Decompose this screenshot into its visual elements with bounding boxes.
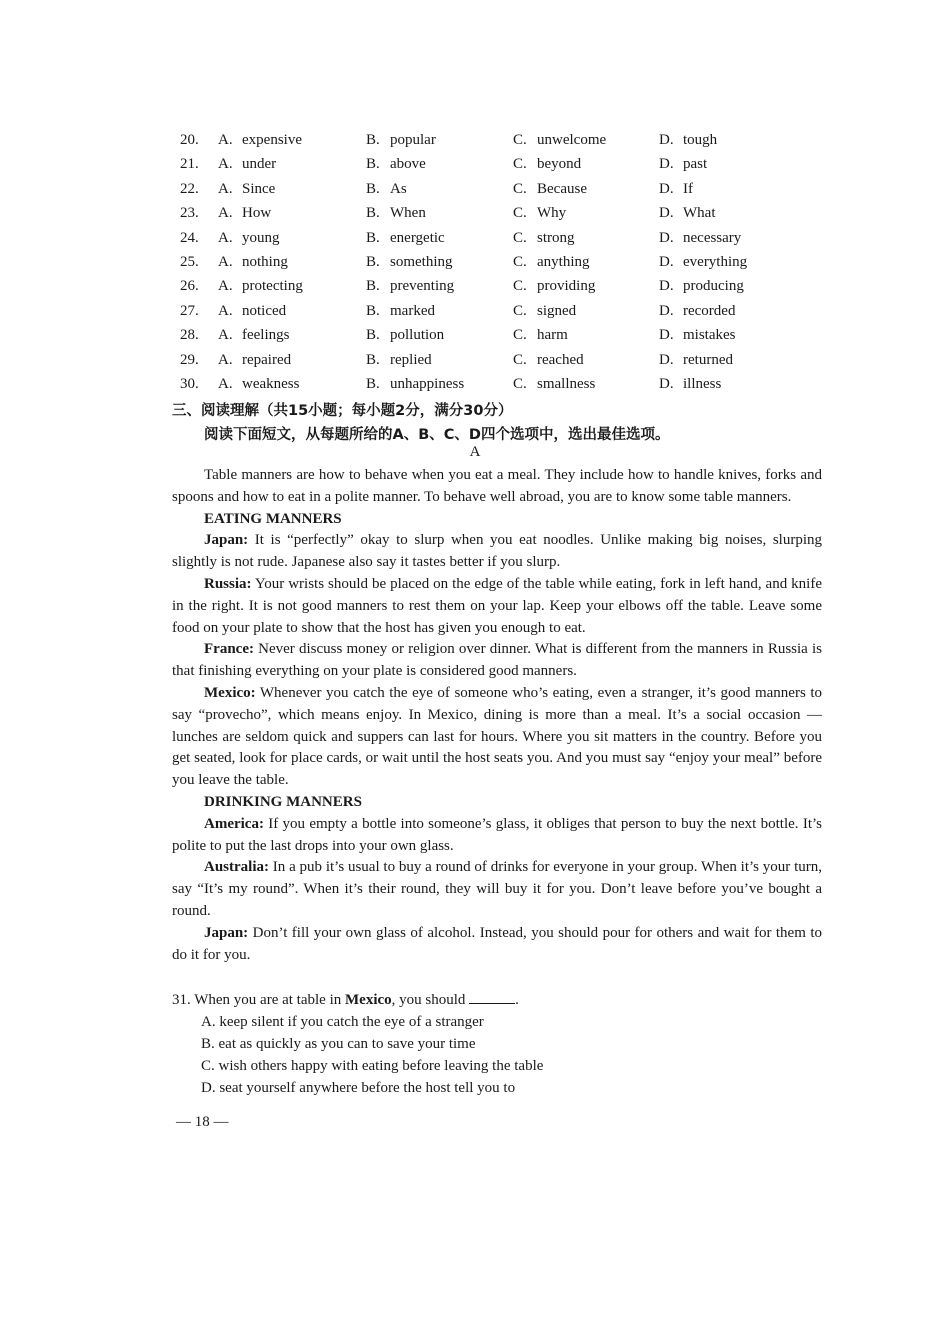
- option-row: [180, 323, 840, 347]
- question-number: 25.: [180, 253, 199, 270]
- option-row: [180, 152, 840, 176]
- option-a: A. noticed: [218, 302, 287, 319]
- paragraph-russia: Russia: Your wrists should be placed on the edge of the table while eating, fork in left hand, and knife in the right. It is not good manners to rest them on your lap. Keep your elbows off the table. Leave some food on your plate to show that the host has given you enough to eat.: [172, 575, 822, 636]
- choice-c: C. wish others happy with eating before leaving the table: [201, 1058, 544, 1074]
- option-c: C. unwelcome: [513, 132, 607, 148]
- option-c: C. signed: [513, 302, 577, 319]
- question-number: 22.: [180, 180, 199, 197]
- question-number: 21.: [180, 156, 199, 173]
- section-heading: 三、阅读理解（共15小题；每小题2分，满分30分）: [172, 403, 513, 419]
- drinking-manners-heading: DRINKING MANNERS: [204, 793, 362, 810]
- option-c: C. strong: [513, 229, 575, 246]
- option-d: D. mistakes: [659, 327, 736, 344]
- option-b: B. As: [366, 180, 407, 197]
- option-b: B. unhappiness: [366, 375, 465, 392]
- option-d: D. producing: [659, 278, 744, 295]
- question-number: 30.: [180, 375, 199, 392]
- option-row: [180, 274, 840, 298]
- option-c: C. harm: [513, 327, 568, 344]
- option-a: A. protecting: [218, 278, 303, 295]
- paragraph-france: France: Never discuss money or religion over dinner. What is different from the manners in Russia is that finishing everything on your plate is considered good manners.: [172, 641, 822, 680]
- option-b: B. replied: [366, 351, 432, 368]
- option-c: C. beyond: [513, 156, 582, 173]
- choice-d: D. seat yourself anywhere before the host tell you to: [201, 1080, 516, 1096]
- paragraph-japan-eating: Japan: It is “perfectly” okay to slurp when you eat noodles. Unlike making big noises, slurping slightly is not rude. Japanese also say it tastes better if you slurp.: [172, 532, 822, 571]
- option-d: D. tough: [659, 132, 718, 148]
- option-row: [180, 177, 840, 201]
- option-c: C. Because: [513, 180, 587, 197]
- option-row: [180, 372, 840, 396]
- paragraph-mexico: Mexico: Whenever you catch the eye of someone who’s eating, even a stranger, it’s good manners to say “provecho”, which means enjoy. In Mexico, dining is more than a meal. It’s a social occasion — lunches are seldom quick and suppers can last for hours. Where you sit matters in the country. Before you get seated, look for place cards, or wait until the host seats you. And you must say “enjoy your meal” before you leave the table.: [172, 684, 822, 789]
- option-row: [180, 299, 840, 323]
- question-number: 27.: [180, 302, 199, 319]
- option-d: D. necessary: [659, 229, 742, 246]
- option-row: [180, 226, 840, 250]
- option-a: A. weakness: [218, 375, 300, 392]
- paragraph-america: America: If you empty a bottle into someone’s glass, it obliges that person to buy the next bottle. It’s polite to put the last drops into your own glass.: [172, 815, 822, 854]
- option-row: [180, 128, 840, 152]
- reading-passage: [172, 465, 822, 966]
- question-number: 26.: [180, 278, 199, 295]
- question-number: 28.: [180, 327, 199, 344]
- option-a: A. repaired: [218, 351, 292, 368]
- question-number: 23.: [180, 205, 199, 222]
- eating-manners-heading: EATING MANNERS: [204, 510, 342, 527]
- question-number: 24.: [180, 229, 199, 246]
- option-a: A. expensive: [218, 132, 302, 148]
- option-a: A. Since: [218, 180, 276, 197]
- option-c: C. anything: [513, 253, 590, 270]
- option-d: D. What: [659, 205, 716, 222]
- option-row: [180, 250, 840, 274]
- option-a: A. nothing: [218, 253, 288, 270]
- page-number: — 18 —: [176, 1114, 229, 1130]
- option-d: D. If: [659, 180, 693, 197]
- option-b: B. energetic: [366, 229, 445, 246]
- option-b: B. When: [366, 205, 426, 222]
- option-b: B. above: [366, 156, 426, 173]
- passage-label: A: [469, 444, 481, 460]
- option-a: A. young: [218, 229, 280, 246]
- choice-b: B. eat as quickly as you can to save your time: [201, 1036, 476, 1052]
- paragraph-japan-drinking: Japan: Don’t fill your own glass of alcohol. Instead, you should pour for others and wait for them to do it for you.: [172, 924, 822, 963]
- option-b: B. popular: [366, 132, 436, 148]
- option-c: C. reached: [513, 351, 584, 368]
- option-d: D. recorded: [659, 302, 736, 319]
- question-number: 20.: [180, 132, 199, 148]
- option-b: B. preventing: [366, 278, 455, 295]
- option-d: D. everything: [659, 253, 748, 270]
- question-number: 29.: [180, 351, 199, 368]
- question-stem: 31. When you are at table in Mexico, you should .: [172, 989, 822, 1011]
- option-b: B. marked: [366, 302, 435, 319]
- answer-blank: [469, 989, 515, 1004]
- question-31: [172, 989, 822, 1099]
- option-a: A. under: [218, 156, 277, 173]
- option-d: D. illness: [659, 375, 722, 392]
- option-a: A. How: [218, 205, 272, 222]
- option-c: C. providing: [513, 278, 596, 295]
- option-c: C. Why: [513, 205, 567, 222]
- choice-a: A. keep silent if you catch the eye of a stranger: [201, 1014, 484, 1030]
- section-instruction: 阅读下面短文，从每题所给的A、B、C、D四个选项中，选出最佳选项。: [204, 427, 670, 443]
- cloze-options-list: [180, 128, 840, 396]
- paragraph-australia: Australia: In a pub it’s usual to buy a round of drinks for everyone in your group. When it’s your turn, say “It’s my round”. When it’s their round, they will buy it for you. Don’t leave before you’ve bought a round.: [172, 859, 822, 919]
- option-b: B. something: [366, 253, 453, 270]
- option-d: D. returned: [659, 351, 733, 368]
- option-a: A. feelings: [218, 327, 290, 344]
- passage-intro: Table manners are how to behave when you eat a meal. They include how to handle knives, forks and spoons and how to eat in a polite manner. To behave well abroad, you are to know some table manners.: [172, 467, 822, 505]
- option-row: [180, 201, 840, 225]
- option-row: [180, 348, 840, 372]
- option-d: D. past: [659, 156, 708, 173]
- option-b: B. pollution: [366, 327, 445, 344]
- option-c: C. smallness: [513, 375, 596, 392]
